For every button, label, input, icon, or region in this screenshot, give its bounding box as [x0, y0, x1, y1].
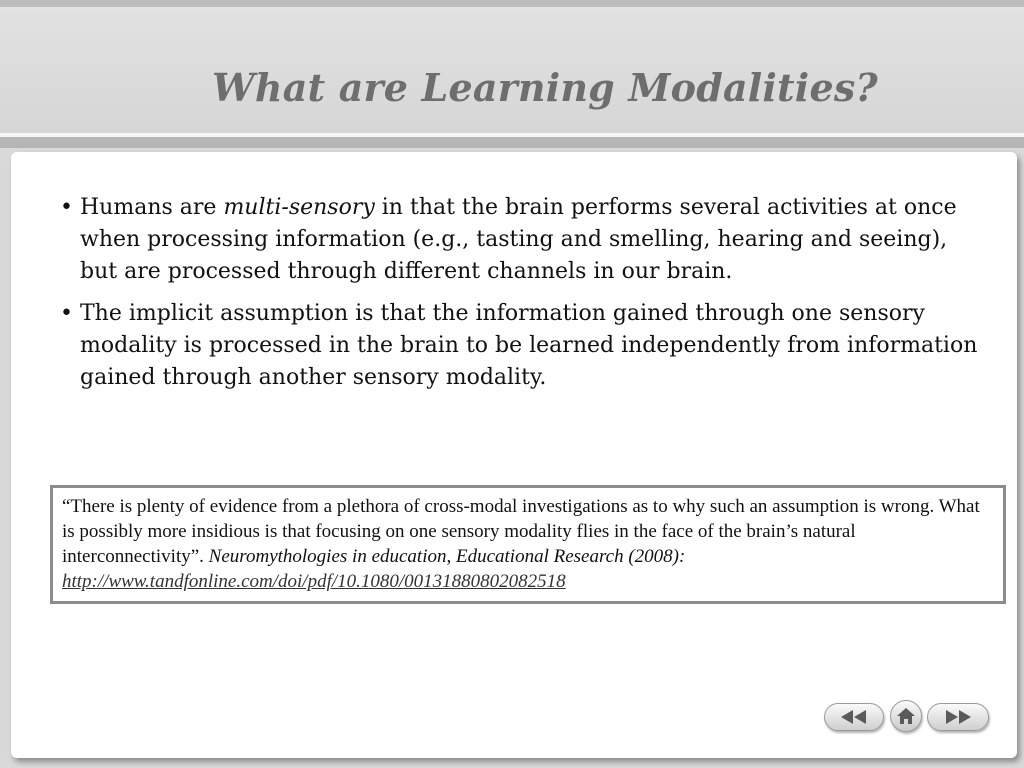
fast-forward-icon: [943, 710, 973, 724]
bullet-list: [58, 192, 988, 404]
quote-link[interactable]: http://www.tandfonline.com/doi/pdf/10.1080/00131880802082518: [62, 571, 566, 592]
quote-source: Neuromythologies in education, Educational Research (2008):: [208, 546, 686, 567]
bullet-item: [58, 298, 988, 394]
bullet-text: The implicit assumption is that the information gained through one sensory modality is processed in the brain to be learned independently from information gained through another sensory modality.: [80, 301, 978, 390]
bullet-emphasis: multi-sensory: [223, 195, 375, 220]
home-icon: [896, 706, 916, 726]
bullet-text-end: in that the brain performs several activities at once when processing information (e.g., tasting and smelling, hearing and seeing), but are processed through different channels in our brain.: [80, 195, 957, 284]
quote-box: [50, 485, 1006, 604]
previous-slide-button[interactable]: [824, 703, 884, 731]
next-slide-button[interactable]: [927, 703, 989, 731]
bullet-dot: •: [60, 301, 73, 326]
top-strip: [0, 0, 1024, 7]
rewind-icon: [839, 710, 869, 724]
bullet-text-start: Humans are: [80, 195, 224, 220]
bullet-dot: •: [60, 195, 73, 220]
slide-navigation: [824, 700, 990, 732]
bullet-text: [80, 195, 957, 284]
home-button[interactable]: [890, 700, 922, 732]
header-divider-dark: [0, 137, 1024, 148]
quote-text: “There is plenty of evidence from a plethora of cross-modal investigations as to why such an assumption is wrong. What is possibly more insidious is that focusing on one sensory modality flies in the face of the brain’s natural interconnectivity”.: [62, 496, 980, 567]
slide-title: What are Learning Modalities?: [212, 65, 878, 110]
bullet-item: [58, 192, 988, 288]
